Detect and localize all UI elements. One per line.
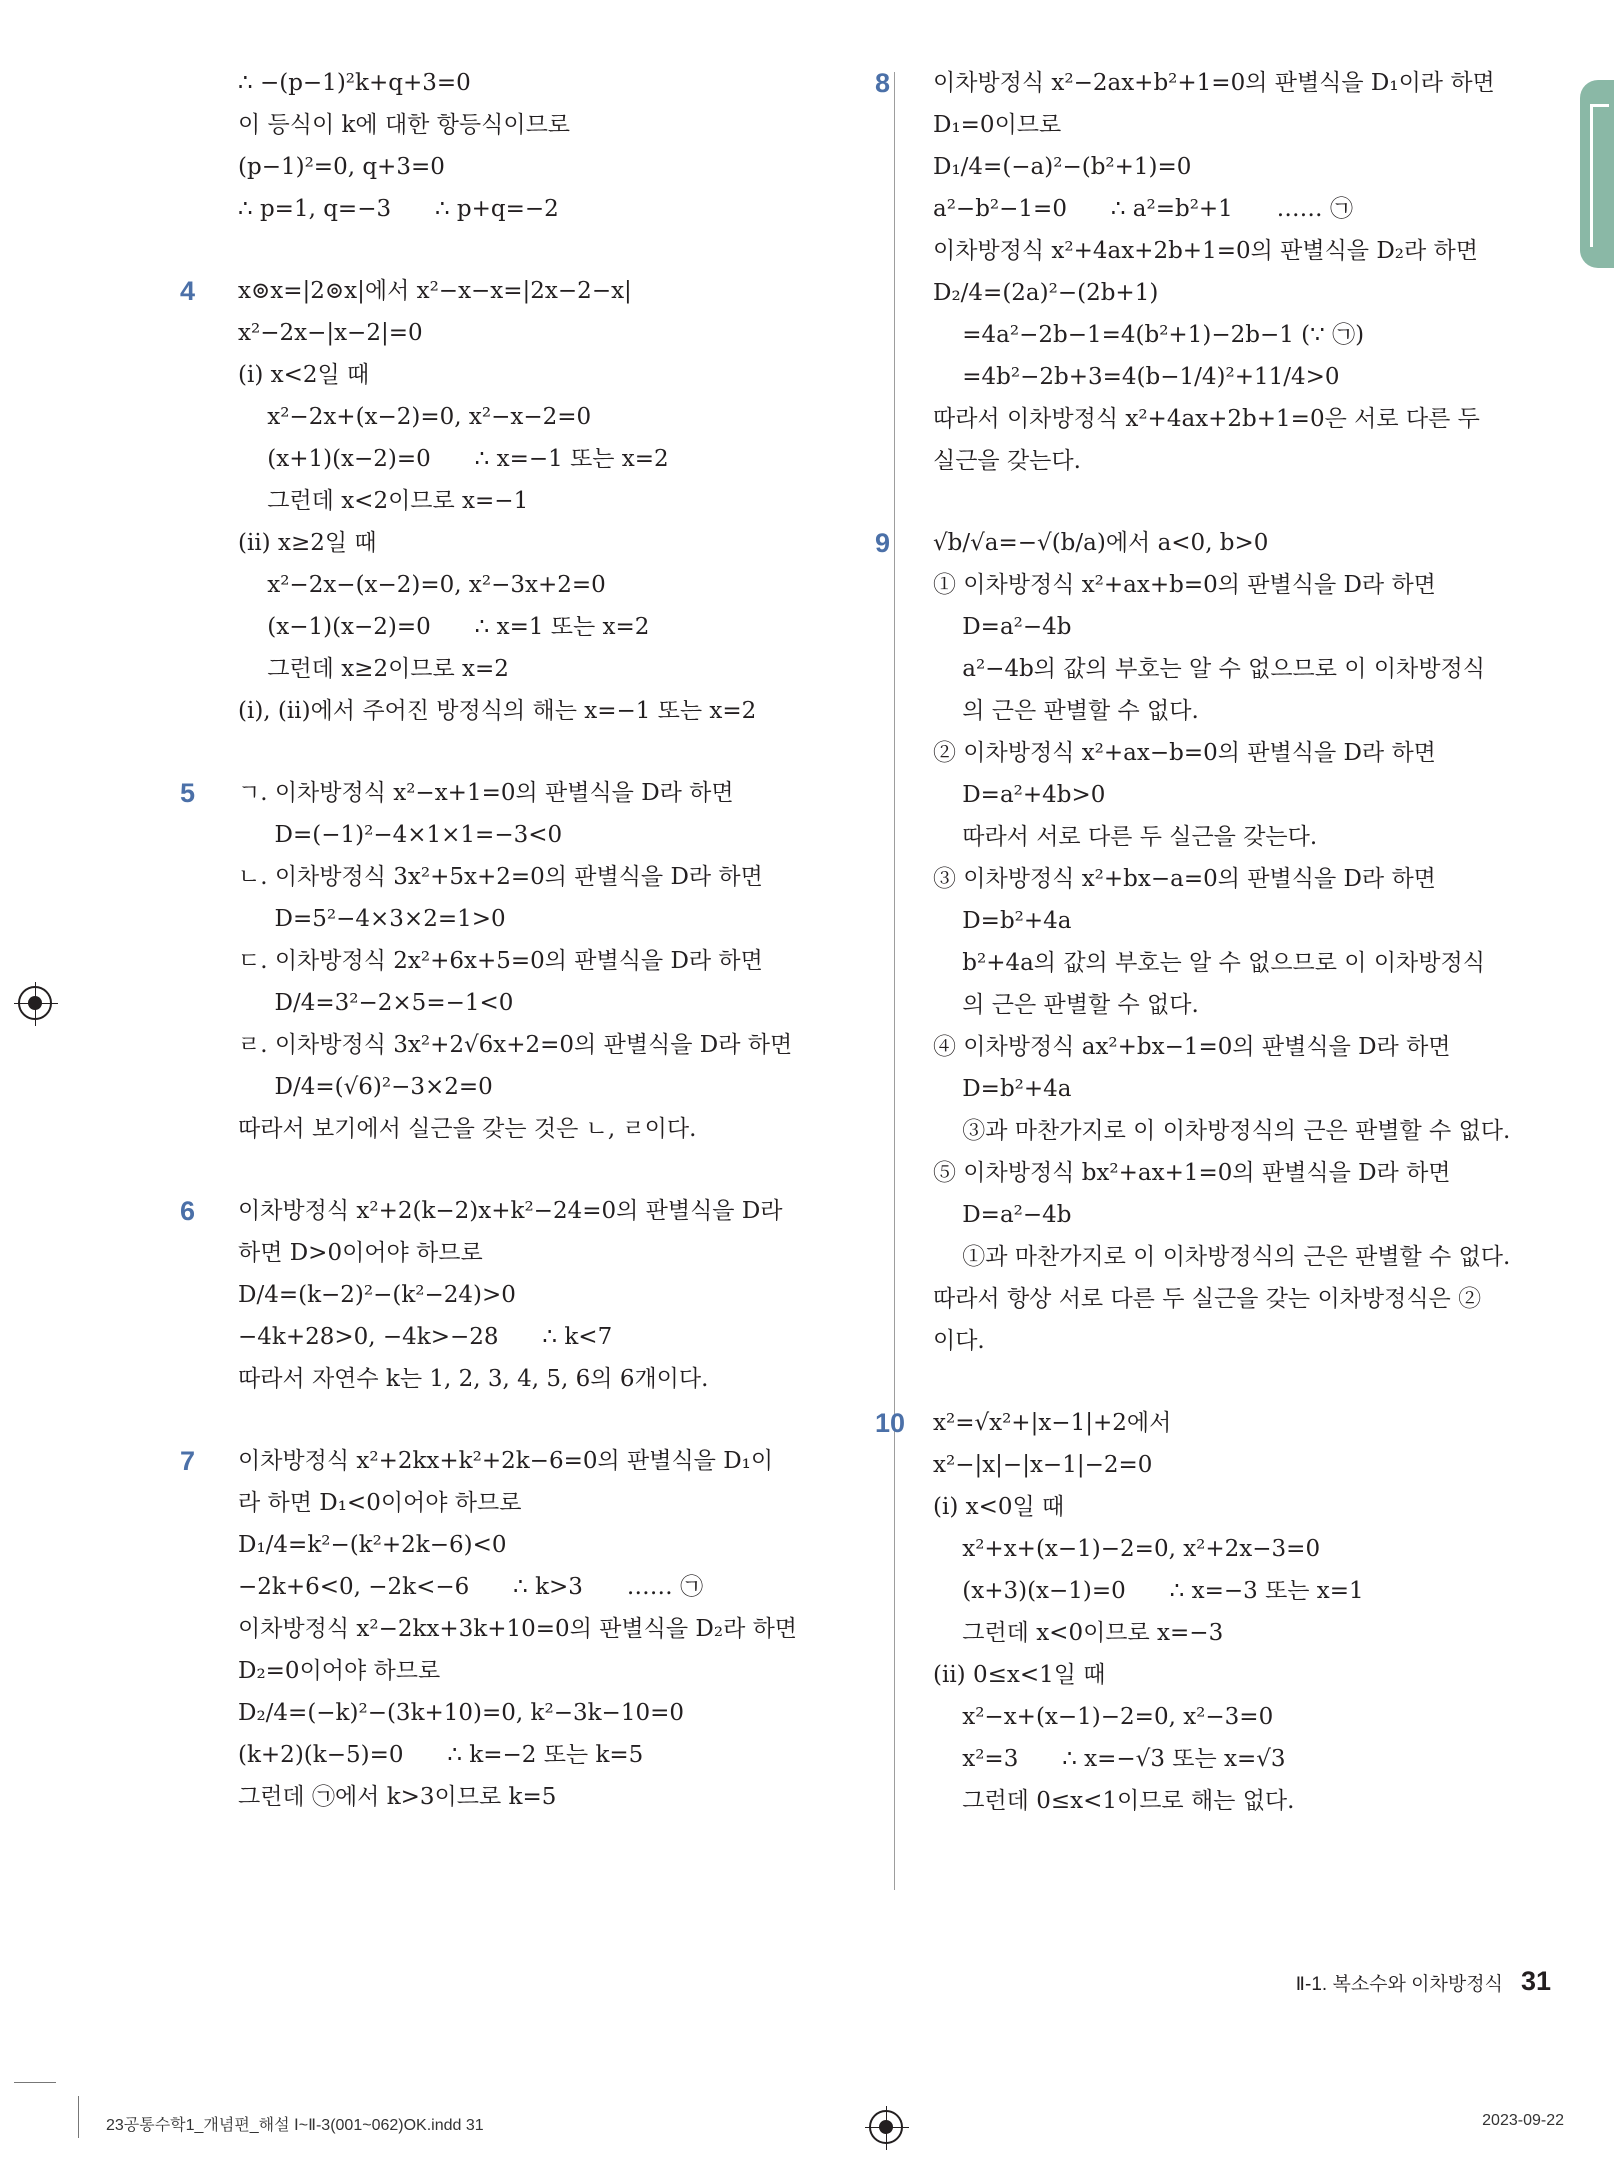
problem-block: [875, 522, 1553, 1362]
solution-line: ①과 마찬가지로 이 이차방정식의 근은 판별할 수 없다.: [933, 1244, 1511, 1270]
problem-block: [180, 772, 878, 1150]
problem-number: 4: [180, 276, 196, 306]
solution-line: x²−x+(x−1)−2=0, x²−3=0: [933, 1704, 1274, 1730]
problem-block: [180, 1440, 878, 1818]
problem-block: [875, 62, 1553, 482]
solution-line: x²+x+(x−1)−2=0, x²+2x−3=0: [933, 1536, 1321, 1562]
solution-line: √b/√a=−√(b/a)에서 a<0, b>0: [933, 530, 1269, 556]
solution-line: D=b²+4a: [933, 1076, 1072, 1102]
solution-line: x²−|x|−|x−1|−2=0: [933, 1452, 1153, 1478]
solution-line: ④ 이차방정식 ax²+bx−1=0의 판별식을 D라 하면: [933, 1034, 1451, 1060]
solution-line: 그런데 ㉠에서 k>3이므로 k=5: [238, 1784, 557, 1810]
solution-line: a²−4b의 값의 부호는 알 수 없으므로 이 이차방정식: [933, 656, 1485, 682]
problem-block: [238, 62, 878, 230]
problem-number: 5: [180, 778, 196, 808]
right-column: [875, 62, 1553, 1862]
solution-line: ㄴ. 이차방정식 3x²+5x+2=0의 판별식을 D라 하면: [238, 864, 763, 890]
solution-line: b²+4a의 값의 부호는 알 수 없으므로 이 이차방정식: [933, 950, 1485, 976]
solution-line: (ⅱ) 0≤x<1일 때: [933, 1662, 1106, 1688]
solution-line: 이차방정식 x²+2kx+k²+2k−6=0의 판별식을 D₁이: [238, 1448, 774, 1474]
solution-line: D₂/4=(2a)²−(2b+1): [933, 280, 1159, 306]
solution-line: ㄱ. 이차방정식 x²−x+1=0의 판별식을 D라 하면: [238, 780, 734, 806]
solution-line: 하면 D>0이어야 하므로: [238, 1240, 483, 1266]
solution-line: 따라서 항상 서로 다른 두 실근을 갖는 이차방정식은 ②: [933, 1286, 1482, 1312]
chapter-label: Ⅱ-1. 복소수와 이차방정식: [1295, 1974, 1503, 1995]
solution-line: D/4=3²−2×5=−1<0: [238, 990, 514, 1016]
solution-line: D/4=(k−2)²−(k²−24)>0: [238, 1282, 516, 1308]
solution-line: D₂=0이어야 하므로: [238, 1658, 441, 1684]
problem-number: 10: [875, 1408, 906, 1438]
solution-line: ③ 이차방정식 x²+bx−a=0의 판별식을 D라 하면: [933, 866, 1436, 892]
solution-line: 따라서 이차방정식 x²+4ax+2b+1=0은 서로 다른 두: [933, 406, 1480, 432]
solution-line: 이차방정식 x²+2(k−2)x+k²−24=0의 판별식을 D라: [238, 1198, 783, 1224]
solution-line: D/4=(√6)²−3×2=0: [238, 1074, 493, 1100]
solution-line: 이차방정식 x²−2kx+3k+10=0의 판별식을 D₂라 하면: [238, 1616, 798, 1642]
solution-line: 따라서 보기에서 실근을 갖는 것은 ㄴ, ㄹ이다.: [238, 1116, 697, 1142]
solution-line: ③과 마찬가지로 이 이차방정식의 근은 판별할 수 없다.: [933, 1118, 1511, 1144]
problem-number: 7: [180, 1446, 196, 1476]
page-number: 31: [1520, 1966, 1551, 1996]
solution-line: D₁=0이므로: [933, 112, 1062, 138]
solution-line: D₁/4=k²−(k²+2k−6)<0: [238, 1532, 507, 1558]
solution-line: a²−b²−1=0 ∴ a²=b²+1 …… ㉠: [933, 196, 1353, 222]
solution-line: ㄹ. 이차방정식 3x²+2√6x+2=0의 판별식을 D라 하면: [238, 1032, 793, 1058]
crop-mark: [14, 2082, 56, 2083]
solution-line: ㄷ. 이차방정식 2x²+6x+5=0의 판별식을 D라 하면: [238, 948, 763, 974]
solution-line: D=a²+4b>0: [933, 782, 1106, 808]
solution-line: ⑤ 이차방정식 bx²+ax+1=0의 판별식을 D라 하면: [933, 1160, 1451, 1186]
solution-line: D=5²−4×3×2=1>0: [238, 906, 506, 932]
solution-line: ① 이차방정식 x²+ax+b=0의 판별식을 D라 하면: [933, 572, 1436, 598]
registration-mark-icon: [18, 986, 52, 1020]
solution-line: −2k+6<0, −2k<−6 ∴ k>3 …… ㉠: [238, 1574, 704, 1600]
solution-line: D=b²+4a: [933, 908, 1072, 934]
solution-line: 따라서 자연수 k는 1, 2, 3, 4, 5, 6의 6개이다.: [238, 1366, 709, 1392]
solution-line: ∴ p=1, q=−3 ∴ p+q=−2: [238, 196, 559, 222]
solution-line: =4a²−2b−1=4(b²+1)−2b−1 (∵ ㉠): [933, 322, 1365, 348]
solution-line: 따라서 서로 다른 두 실근을 갖는다.: [933, 824, 1318, 850]
solution-line: D₁/4=(−a)²−(b²+1)=0: [933, 154, 1192, 180]
solution-line: 그런데 x<0이므로 x=−3: [933, 1620, 1224, 1646]
solution-line: ② 이차방정식 x²+ax−b=0의 판별식을 D라 하면: [933, 740, 1436, 766]
solution-line: −4k+28>0, −4k>−28 ∴ k<7: [238, 1324, 613, 1350]
solution-line: 이다.: [933, 1328, 985, 1354]
solution-line: 이 등식이 k에 대한 항등식이므로: [238, 112, 571, 138]
left-column: [180, 62, 878, 1858]
print-file-name: 23공통수학1_개념편_해설 Ⅰ~Ⅱ-3(001~062)OK.indd 31: [106, 2117, 484, 2134]
solution-line: x²−2x−|x−2|=0: [238, 320, 423, 346]
solution-line: D=a²−4b: [933, 1202, 1072, 1228]
solution-line: D=(−1)²−4×1×1=−3<0: [238, 822, 563, 848]
solution-line: (p−1)²=0, q+3=0: [238, 154, 445, 180]
solution-line: (k+2)(k−5)=0 ∴ k=−2 또는 k=5: [238, 1742, 644, 1768]
problem-number: 6: [180, 1196, 196, 1226]
solution-line: 그런데 0≤x<1이므로 해는 없다.: [933, 1788, 1295, 1814]
solution-line: ∴ −(p−1)²k+q+3=0: [238, 70, 471, 96]
solution-line: 실근을 갖는다.: [933, 448, 1081, 474]
print-date: 2023-09-22: [1482, 2112, 1564, 2129]
problem-number: 9: [875, 528, 891, 558]
solution-line: (x+1)(x−2)=0 ∴ x=−1 또는 x=2: [238, 446, 669, 472]
page-footer: [1296, 1966, 1551, 1997]
solution-line: x²=√x²+|x−1|+2에서: [933, 1410, 1172, 1436]
solution-line: 라 하면 D₁<0이어야 하므로: [238, 1490, 522, 1516]
problem-block: [180, 270, 878, 732]
crop-mark: [78, 2096, 79, 2138]
problem-block: [875, 1402, 1553, 1822]
solution-line: (ⅰ) x<2일 때: [238, 362, 370, 388]
solution-line: x²−2x+(x−2)=0, x²−x−2=0: [238, 404, 592, 430]
solution-line: x²−2x−(x−2)=0, x²−3x+2=0: [238, 572, 606, 598]
solution-line: (ⅱ) x≥2일 때: [238, 530, 377, 556]
solution-line: 그런데 x≥2이므로 x=2: [238, 656, 509, 682]
solution-line: (ⅰ) x<0일 때: [933, 1494, 1065, 1520]
solution-line: x²=3 ∴ x=−√3 또는 x=√3: [933, 1746, 1286, 1772]
solution-line: 이차방정식 x²+4ax+2b+1=0의 판별식을 D₂라 하면: [933, 238, 1478, 264]
problem-number: 8: [875, 68, 891, 98]
solution-line: (x+3)(x−1)=0 ∴ x=−3 또는 x=1: [933, 1578, 1364, 1604]
chapter-side-tab: [1580, 80, 1614, 268]
solution-line: 그런데 x<2이므로 x=−1: [238, 488, 529, 514]
solution-line: 이차방정식 x²−2ax+b²+1=0의 판별식을 D₁이라 하면: [933, 70, 1495, 96]
solution-line: (ⅰ), (ⅱ)에서 주어진 방정식의 해는 x=−1 또는 x=2: [238, 698, 757, 724]
problem-block: [180, 1190, 878, 1400]
solution-line: D₂/4=(−k)²−(3k+10)=0, k²−3k−10=0: [238, 1700, 684, 1726]
column-divider: [894, 72, 895, 1890]
solution-line: 의 근은 판별할 수 없다.: [933, 992, 1199, 1018]
solution-line: D=a²−4b: [933, 614, 1072, 640]
solution-line: (x−1)(x−2)=0 ∴ x=1 또는 x=2: [238, 614, 650, 640]
solution-line: =4b²−2b+3=4(b−1/4)²+11/4>0: [933, 364, 1340, 390]
solution-line: 의 근은 판별할 수 없다.: [933, 698, 1199, 724]
registration-mark-icon: [869, 2110, 903, 2144]
solution-line: x⊚x=|2⊚x|에서 x²−x−x=|2x−2−x|: [238, 278, 632, 304]
